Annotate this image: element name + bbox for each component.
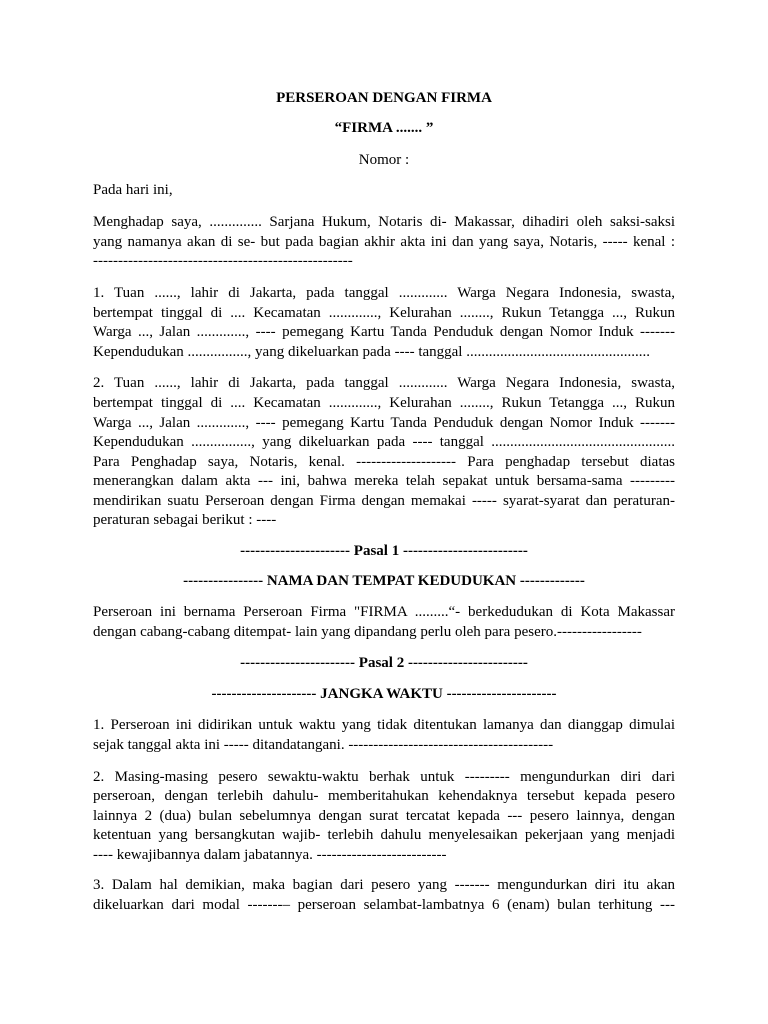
paragraph-line: menerangkan dalam akta --- ini, bahwa mereka telah sepakat untuk bersama-sama --------- bbox=[93, 473, 675, 489]
paragraph-line: Kependudukan ................, yang dikeluarkan pada ---- tanggal ................................................. bbox=[93, 344, 650, 360]
pasal-2-heading: ----------------------- Pasal 2 ------------------------ bbox=[240, 655, 528, 671]
paragraph-line: dikeluarkan dari modal -------– perseroan selambat-lambatnya 6 (enam) bulan terhitung --- bbox=[93, 897, 675, 913]
paragraph-line: 3. Dalam hal demikian, maka bagian dari pesero yang ------- mengundurkan diri itu akan bbox=[93, 877, 675, 893]
paragraph-line: ---- kewajibannya dalam jabatannya. -------------------------- bbox=[93, 847, 447, 863]
paragraph-line: ketentuan yang bersangkutan wajib- terlebih dahulu menyelesaikan pekerjaan yang menjadi bbox=[93, 827, 675, 843]
paragraph-line: perseroan, dengan terlebih dahulu- memberitahukan kehendaknya tersebut kepada pesero bbox=[93, 788, 675, 804]
paragraph-line: Menghadap saya, .............. Sarjana Hukum, Notaris di- Makassar, dihadiri oleh saksi-saksi bbox=[93, 214, 675, 230]
paragraph-line: Warga ..., Jalan ............., ---- pemegang Kartu Tanda Penduduk dengan Nomor Induk ------- bbox=[93, 415, 675, 431]
paragraph-line: Perseroan ini bernama Perseroan Firma "FIRMA .........“- berkedudukan di Kota Makassar bbox=[93, 604, 675, 620]
paragraph-line: sejak tanggal akta ini ----- ditandatangani. ----------------------------------------- bbox=[93, 737, 554, 753]
firm-name: “FIRMA ....... ” bbox=[334, 120, 434, 136]
document-title: PERSEROAN DENGAN FIRMA bbox=[276, 90, 492, 106]
paragraph-line: 2. Tuan ......, lahir di Jakarta, pada tanggal ............. Warga Negara Indonesia, swasta, bbox=[93, 375, 675, 391]
paragraph-line: mendirikan suatu Perseroan dengan Firma dengan memakai ----- syarat-syarat dan peraturan- bbox=[93, 493, 675, 509]
paragraph-line: 2. Masing-masing pesero sewaktu-waktu berhak untuk --------- mengundurkan diri dari bbox=[93, 769, 675, 785]
paragraph-line: Kependudukan ................, yang dikeluarkan pada ---- tanggal ................................................. bbox=[93, 434, 675, 450]
paragraph-line: dengan cabang-cabang ditempat- lain yang dipandang perlu oleh para pesero.----------------- bbox=[93, 624, 642, 640]
pasal-1-heading: ---------------------- Pasal 1 ------------------------- bbox=[240, 543, 528, 559]
paragraph-line: lainnya 2 (dua) bulan sebelumnya dengan surat tercatat kepada --- pesero lainnya, dengan bbox=[93, 808, 675, 824]
paragraph-line: yang namanya akan di se- but pada bagian akhir akta ini dan yang saya, Notaris, ----- kenal : bbox=[93, 234, 675, 250]
pasal-1-subheading: ---------------- NAMA DAN TEMPAT KEDUDUKAN ------------- bbox=[183, 573, 585, 589]
paragraph-line: ---------------------------------------------------- bbox=[93, 253, 353, 269]
paragraph-line: Warga ..., Jalan ............., ---- pemegang Kartu Tanda Penduduk dengan Nomor Induk ------- bbox=[93, 324, 675, 340]
paragraph-line: peraturan sebagai berikut : ---- bbox=[93, 512, 277, 528]
opening-line: Pada hari ini, bbox=[93, 182, 173, 198]
paragraph-line: bertempat tinggal di .... Kecamatan ............., Kelurahan ........, Rukun Tetangga ..., Rukun bbox=[93, 395, 675, 411]
paragraph-line: 1. Perseroan ini didirikan untuk waktu yang tidak ditentukan lamanya dan dianggap dimulai bbox=[93, 717, 675, 733]
paragraph-line: Para Penghadap saya, Notaris, kenal. -------------------- Para penghadap tersebut diatas bbox=[93, 454, 675, 470]
paragraph-line: bertempat tinggal di .... Kecamatan ............., Kelurahan ........, Rukun Tetangga ..., Rukun bbox=[93, 305, 675, 321]
pasal-2-subheading: --------------------- JANGKA WAKTU ---------------------- bbox=[211, 686, 557, 702]
paragraph-line: 1. Tuan ......, lahir di Jakarta, pada tanggal ............. Warga Negara Indonesia, swasta, bbox=[93, 285, 675, 301]
number-label: Nomor : bbox=[358, 152, 410, 168]
